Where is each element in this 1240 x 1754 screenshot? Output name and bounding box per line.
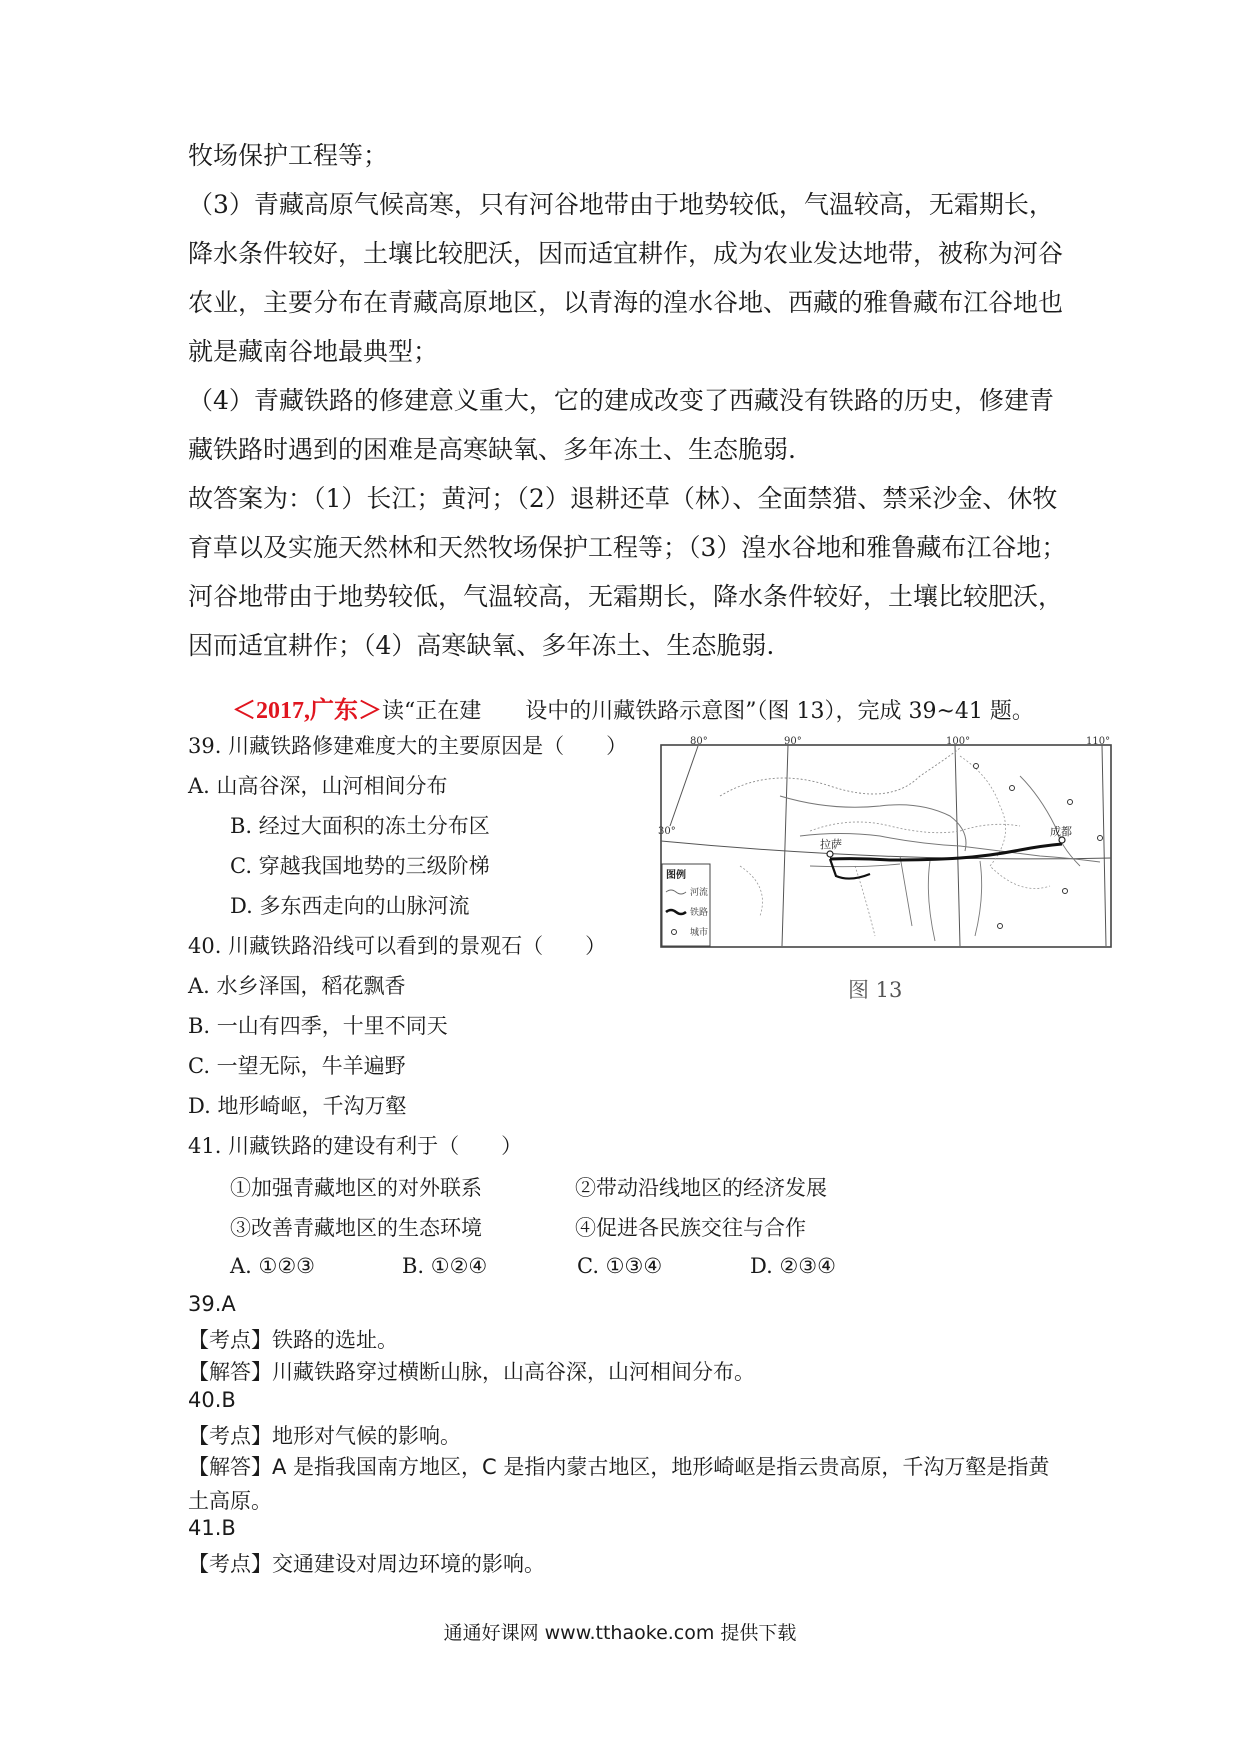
city-marker: [974, 764, 979, 769]
q39-option-d: D. 多东西走向的山脉河流: [230, 894, 470, 918]
legend-city-label: 城市: [690, 928, 709, 938]
text-line: 因而适宜耕作；（4）高寒缺氧、多年冻土、生态脆弱.: [188, 631, 775, 660]
source-tag: ＜2017,广东＞: [232, 698, 382, 724]
text-line: 故答案为：（1）长江；黄河；（2）退耕还草（林）、全面禁猎、禁采沙金、休牧: [188, 484, 1058, 513]
city-marker: [998, 924, 1003, 929]
city-label-lhasa: 拉萨: [820, 838, 842, 851]
kaodian-40: 【考点】地形对气候的影响。: [188, 1424, 461, 1448]
text-line: 藏铁路时遇到的困难是高寒缺氧、多年冻土、生态脆弱.: [188, 435, 796, 464]
city-marker: [1010, 786, 1015, 791]
q40-option-d: D. 地形崎岖，千沟万壑: [188, 1094, 407, 1118]
q41-stem: 41. 川藏铁路的建设有利于（ ）: [188, 1134, 523, 1158]
city-marker: [1098, 836, 1103, 841]
q40-option-b: B. 一山有四季，十里不同天: [188, 1014, 448, 1038]
text-line: 牧场保护工程等；: [188, 141, 389, 170]
text-line: （3）青藏高原气候高寒，只有河谷地带由于地势较低，气温较高，无霜期长，: [188, 190, 1054, 219]
source-text: 读“正在建 设中的川藏铁路示意图”（图 13），完成 39~41 题。: [382, 699, 1034, 724]
city-label-chengdu: 成都: [1050, 825, 1072, 838]
q40-stem: 40. 川藏铁路沿线可以看到的景观石（ ）: [188, 934, 607, 958]
legend-title: 图例: [666, 870, 686, 881]
q39-option-a: A. 山高谷深，山河相间分布: [188, 774, 448, 798]
q41-statement-4: ④促进各民族交往与合作: [575, 1216, 806, 1240]
answer-39: 39.A: [188, 1292, 236, 1316]
answer-40: 40.B: [188, 1388, 236, 1412]
q41-statement-2: ②带动沿线地区的经济发展: [575, 1176, 827, 1200]
text-line: 农业，主要分布在青藏高原地区，以青海的湟水谷地、西藏的雅鲁藏布江谷地也: [188, 288, 1064, 317]
q40-option-a: A. 水乡泽国，稻花飘香: [188, 974, 406, 998]
jieda-39: 【解答】川藏铁路穿过横断山脉，山高谷深，山河相间分布。: [188, 1360, 755, 1384]
legend-river-label: 河流: [690, 888, 709, 898]
city-marker: [1068, 800, 1073, 805]
q41-option-d: D. ②③④: [750, 1254, 836, 1278]
kaodian-39: 【考点】铁路的选址。: [188, 1328, 398, 1352]
text-line: 河谷地带由于地势较低，气温较高，无霜期长，降水条件较好，土壤比较肥沃，: [188, 582, 1064, 611]
legend-city-symbol: [672, 930, 677, 935]
jieda-40: 【解答】A 是指我国南方地区，C 是指内蒙古地区，地形崎岖是指云贵高原，千沟万壑是指黄土高原。: [188, 1455, 1050, 1513]
q39-stem: 39. 川藏铁路修建难度大的主要原因是（ ）: [188, 734, 628, 758]
answer-paragraphs: [188, 131, 1067, 670]
railway-map: [660, 736, 1112, 950]
text-line: 就是藏南谷地最典型；: [188, 337, 439, 366]
q41-option-b: B. ①②④: [402, 1254, 488, 1278]
answer-41: 41.B: [188, 1516, 236, 1540]
text-line: 降水条件较好，土壤比较肥沃，因而适宜耕作，成为农业发达地带，被称为河谷: [188, 239, 1064, 268]
kaodian-41: 【考点】交通建设对周边环境的影响。: [188, 1552, 545, 1576]
lon-label: 80°: [690, 736, 708, 747]
lon-label: 110°: [1086, 736, 1111, 747]
q39-option-b: B. 经过大面积的冻土分布区: [230, 814, 490, 838]
page-footer: 通通好课网 www.tthaoke.com 提供下载: [443, 1622, 797, 1644]
question-source: [232, 690, 1034, 725]
legend-railway-label: 铁路: [690, 908, 709, 918]
q41-option-c: C. ①③④: [577, 1254, 663, 1278]
lon-label: 100°: [946, 736, 971, 747]
lat-label: 30°: [658, 826, 676, 837]
lon-label: 90°: [784, 736, 802, 747]
q39-option-c: C. 穿越我国地势的三级阶梯: [230, 854, 490, 878]
q40-option-c: C. 一望无际，牛羊遍野: [188, 1054, 406, 1078]
text-line: （4）青藏铁路的修建意义重大，它的建成改变了西藏没有铁路的历史，修建青: [188, 386, 1054, 415]
city-marker: [827, 851, 833, 857]
q41-option-a: A. ①②③: [230, 1254, 315, 1278]
q41-statement-1: ①加强青藏地区的对外联系: [230, 1176, 482, 1200]
q41-statement-3: ③改善青藏地区的生态环境: [230, 1216, 482, 1240]
text-line: 育草以及实施天然林和天然牧场保护工程等；（3）湟水谷地和雅鲁藏布江谷地；: [188, 533, 1067, 562]
city-marker: [1063, 889, 1068, 894]
figure-caption: 图 13: [848, 978, 903, 1002]
